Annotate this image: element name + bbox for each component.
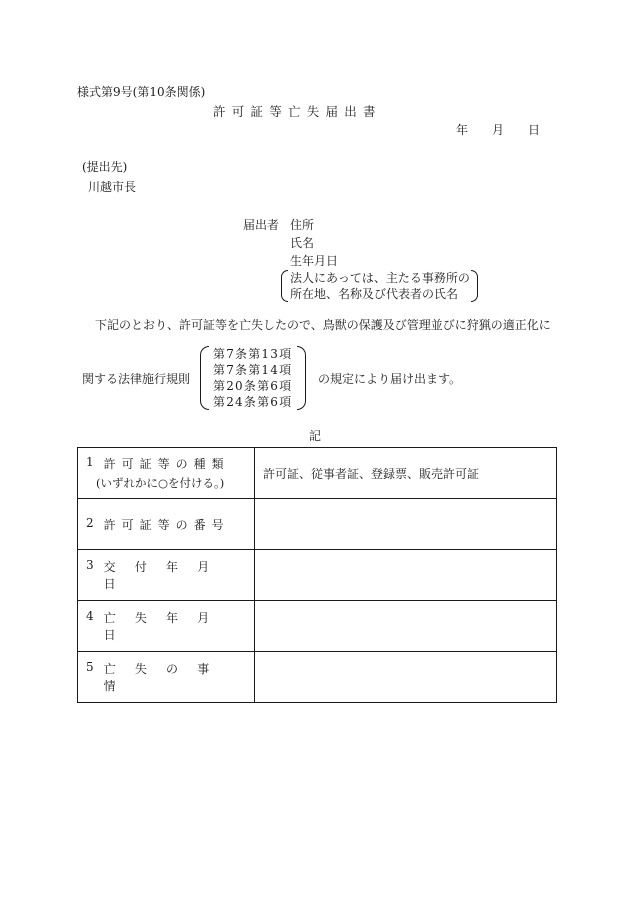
- row-5-label-cell: [78, 652, 255, 703]
- article-3: 第20条第6項: [213, 379, 293, 393]
- row-1-label: 許可証等の種類: [103, 457, 230, 471]
- row-2-value[interactable]: [255, 499, 557, 550]
- row-3-label-cell: [78, 550, 255, 601]
- form-number: 様式第9号(第10条関係): [77, 85, 206, 99]
- body-text-line2-right: の規定により届け出ます。: [318, 372, 462, 386]
- row-4-label-cell: [78, 601, 255, 652]
- row-4-number: 4: [86, 609, 94, 623]
- date-month: 月: [492, 123, 505, 137]
- body-text-line2-left: 関する法律施行規則: [82, 372, 191, 386]
- table-row: [78, 499, 557, 550]
- row-3-number: 3: [86, 558, 94, 572]
- table-row: [78, 550, 557, 601]
- row-5-label: 亡失の事情: [103, 662, 229, 693]
- table-row: [78, 652, 557, 703]
- articles-left-paren: [200, 346, 209, 410]
- article-4: 第24条第6項: [213, 395, 293, 409]
- row-5-value[interactable]: [255, 652, 557, 703]
- submitter-birthdate-label: 生年月日: [290, 254, 339, 268]
- body-text-line1: 下記のとおり、許可証等を亡失したので、鳥獣の保護及び管理並びに狩猟の適正化に: [95, 318, 551, 332]
- articles-right-paren: [297, 346, 306, 410]
- corporate-note-left-paren: [281, 270, 288, 302]
- form-title: 許可証等亡失届出書: [213, 104, 382, 119]
- row-3-value[interactable]: [255, 550, 557, 601]
- submitter-address-label: 住所: [290, 218, 315, 232]
- table-row: [78, 448, 557, 499]
- submitter-label: 届出者: [243, 218, 280, 232]
- ki-heading: 記: [309, 429, 322, 443]
- items-table: [77, 447, 557, 703]
- article-2: 第7条第14項: [213, 363, 293, 377]
- submitter-name-label: 氏名: [290, 236, 315, 250]
- row-2-label-cell: [78, 499, 255, 550]
- row-4-label: 亡失年月日: [103, 611, 229, 642]
- row-1-number: 1: [86, 455, 94, 469]
- row-5-number: 5: [86, 660, 94, 674]
- recipient-name: 川越市長: [88, 180, 137, 194]
- row-1-label-cell: [78, 448, 255, 499]
- row-2-number: 2: [86, 515, 94, 530]
- row-4-value[interactable]: [255, 601, 557, 652]
- article-1: 第7条第13項: [213, 347, 293, 361]
- corporate-note-line1: 法人にあっては、主たる事務所の: [290, 271, 470, 285]
- row-1-value[interactable]: 許可証、従事者証、登録票、販売許可証: [255, 448, 557, 499]
- row-3-label: 交付年月日: [103, 560, 229, 591]
- row-1-sub: (いずれかに○を付ける。): [96, 476, 225, 490]
- recipient-label: (提出先): [82, 160, 128, 174]
- date-day: 日: [528, 123, 541, 137]
- corporate-note-line2: 所在地、名称及び代表者の氏名: [290, 287, 459, 301]
- corporate-note-right-paren: [471, 270, 478, 302]
- row-2-label: 許可証等の番号: [103, 517, 230, 532]
- table-row: [78, 601, 557, 652]
- date-year: 年: [456, 123, 469, 137]
